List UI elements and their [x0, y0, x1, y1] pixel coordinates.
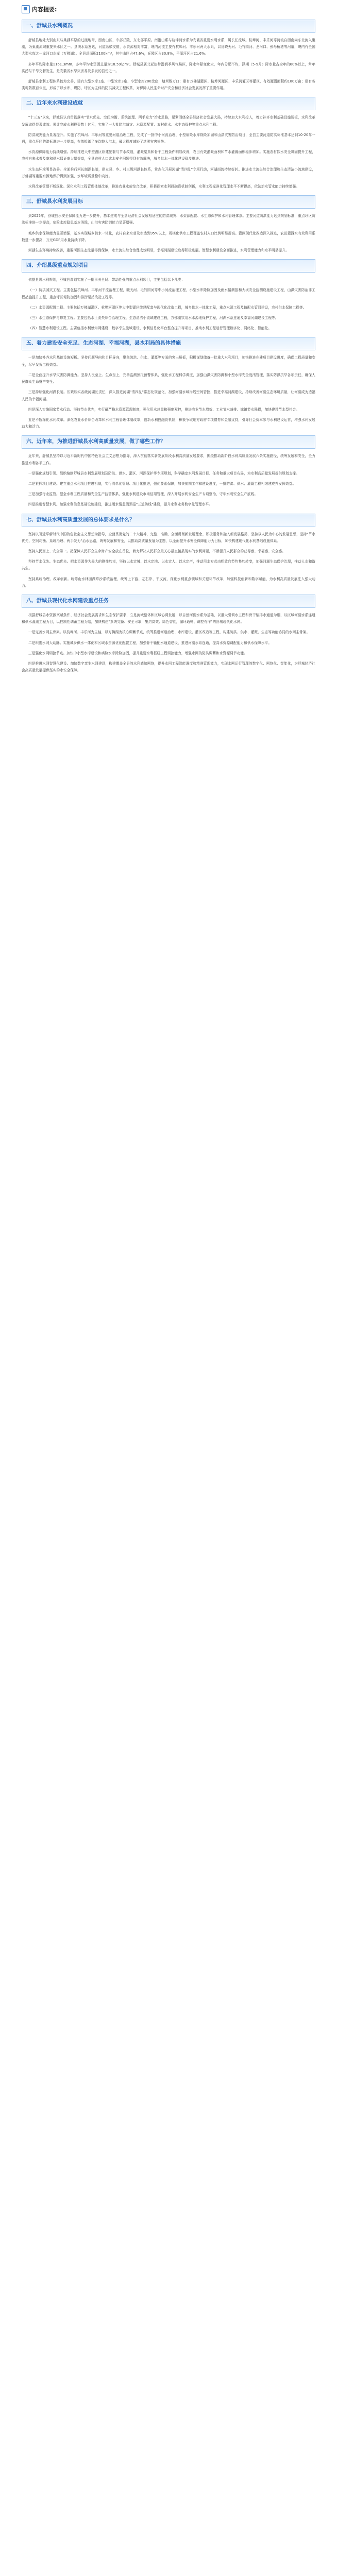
paragraph: 近年来，舒城县坚持以习近平新时代中国特色社会主义思想为指导，深入贯彻落实新发展阶段水利高质量发展要求，围绕推动新阶段水利高质量发展六条实施路径，统筹发展和安全，全力推进水利各项工作。: [22, 454, 315, 465]
section-heading-text: 八、舒城县现代化水网建设重点任务: [26, 598, 109, 604]
paragraph: 舒城县地处大别山东与巢湖平原的过渡地带，西南山区，中部丘陵，东北部平原。南港山系与杭埠河水系为安徽省重要水利水系，属长江流域。杭埠河、丰乐河等河流自西南向东北流入巢湖，为巢湖流域重要来水区之一。县境水系发达，河道纵横交错，水资源相对丰富，境内河流主要有杭埠河、丰乐河两大水系，以及晓天河、毛竹园河、龙河口、张母桥港等河道，境内有全国大型水库之一龙河口水库（万佛湖）。全县总面积2100km²，其中山区占47.6%，丘陵区占30.8%，平原圩区占21.6%。: [22, 38, 315, 56]
paragraph: 二是全面提升水旱灾害防御能力。坚持人民至上、生命至上，完善监测预报预警体系，强化水工程科学调度，加强山洪灾害防御和小型水库安全度汛管理，落实防汛抗旱各项责任，确保人民群众生命财产安全。: [22, 372, 315, 384]
section: [22, 97, 315, 190]
paragraph: 多年平均降水量1161.3mm，多年平均水资源总量为18.59亿m³。舒城县属北亚热带湿润季风气候区，降水年际变化大，年内分配不均，汛期（5-9月）降水量占全年的60%以上，常年洪涝与干旱交替发生，是安徽省水旱灾害易发多发的县份之一。: [22, 62, 315, 73]
section: [22, 259, 315, 332]
paragraph: 坚持节水优先、生态优先。把水资源作为最大的刚性约束，坚持以水定城、以水定地、以水定人、以水定产，推动用水方式由粗放向节约集约转变，加强河湖生态保护治理，推动人水和谐共生。: [22, 560, 315, 571]
paragraph: 水利改革管理不断深化。深化水利工程管理体制改革，推进农业水价综合改革，积极探索水利投融资机制创新，水利工程标准化管理水平不断提高，依法治水管水能力持续增强。: [28, 184, 300, 189]
paragraph: 一是强化规划引领。组织编制舒城县水利发展规划及防洪、供水、灌区、河湖保护等专项规划，科学确定水利发展目标、任务和重大项目布局，为水利高质量发展提供规划支撑。: [28, 471, 300, 476]
paragraph: 河湖生态环境持续改善，重要河湖生态流量得到保障，水土流失综合治理成效明显，幸福河湖建设取得积极进展。智慧水利建设全面推进，水利管理能力和水平明显提升。: [28, 248, 289, 253]
paragraph: 坚持以习近平新时代中国特色社会主义思想为指导，全面贯彻党的二十大精神，完整、准确、全面贯彻新发展理念，积极服务和融入新发展格局，坚持以人民为中心的发展思想，坚持"节水优先、空间均衡、系统治理、两手发力"治水思路，统筹发展和安全，以推动高质量发展为主题，以全面提升水安全保障能力为目标，加快构建现代化水利基础设施体系。: [22, 532, 315, 543]
section-heading-text: 六、近年来，为推进舒城县水利高质量发展，做了哪些工作？: [26, 439, 165, 445]
section-heading: [22, 435, 315, 449]
section-heading: [22, 595, 315, 608]
paragraph: 二是狠抓项目建设。建立重点水利项目推进机制，实行清单化管理、项目化推进，强化要素保障，加快前期工作和建设进度，一批防洪、供水、灌溉工程相继建成并发挥效益。: [28, 481, 296, 486]
section-heading-text: 二、近年来水利建设成就: [26, 100, 83, 107]
paragraph: 到2025年，舒城县水安全保障能力进一步提升，基本建成与全县经济社会发展相适应的防洪减灾、水资源配置、水生态保护和水利管理体系。主要河道防洪能力达到规划标准，重点圩区防洪标准进一步提高，病险水库隐患基本消除，山洪灾害防御能力显著增强。: [22, 214, 315, 225]
paragraph: （四）智慧水利建设工程。主要包括水利感知网建设、数字孪生流域建设、水利信息化平台整合提升等项目，推动水利工程运行管理数字化、网络化、智能化。: [28, 326, 272, 331]
paragraph: "十三五"以来，舒城县认真贯彻落实"节水优先、空间均衡、系统治理、两手发力"治水思路，紧紧围绕全县经济社会发展大局，持续加大水利投入，着力补齐水利基础设施短板，水利改革发展取得显著成效。累计完成水利投资数十亿元，实施了一大批防洪减灾、水资源配置、农村供水、水生态保护等重点水利工程。: [22, 115, 315, 127]
paragraph: 五是不断深化水利改革。深化农业水价综合改革和水利工程管理体制改革，创新水利投融资机制，积极争取地方政府专项债券和金融支持，引导社会资本参与水利建设运营，增强水利发展动力和活力。: [22, 417, 315, 429]
paragraph: 坚持系统治理、改革创新。统筹山水林田湖草沙系统治理，统筹上下游、左右岸、干支流，深化水利重点领域和关键环节改革，加强科技创新和数字赋能，为水利高质量发展注入强大动力。: [22, 577, 315, 588]
section-heading: [22, 195, 315, 209]
section: [22, 195, 315, 254]
intro-label: 内容提要:: [32, 6, 57, 13]
paragraph: （二）水资源配置工程。主要包括万佛湖灌区、杭埠河灌区等大中型灌区续建配套与现代化改造工程，城乡供水一体化工程，重点水源工程及输配水管网建设，农村供水保障工程等。: [28, 305, 307, 310]
section-heading-text: 四、介绍县级重点规划项目: [26, 263, 88, 269]
paragraph: 四是推进水网智慧化建设。加快数字孪生水网建设，构建覆盖全县的水利感知网络，提升水网工程智能调度和精准管理能力，实现水网运行管理的数字化、网络化、智能化，为舒城经济社会高质量发展提供坚实的水安全保障。: [22, 661, 315, 673]
section-heading: [22, 337, 315, 350]
paragraph: 三是加强行业监管。健全水利工程质量和安全生产监管体系，强化水利建设市场信用管理，深入开展水利安全生产专项整治，守牢水利安全生产底线。: [28, 492, 258, 497]
paragraph: 依据县级水利规划，舒城县谋划实施了一批事关全局、带动性强的重点水利项目，主要包括以下几类：: [28, 278, 185, 282]
sections-container: [22, 20, 315, 674]
section: [22, 337, 315, 430]
paragraph: 四是深入实施国家节水行动。坚持节水优先，实行最严格水资源管理制度，强化用水总量和强度双控，推进农业节水增效、工业节水减排、城镇节水降损，加快建设节水型社会。: [28, 407, 300, 412]
paragraph: 水资源保障能力持续增强。持续推进大中型灌区续建配套与节水改造，灌溉渠系和骨干工程条件明显改善，农田有效灌溉面积和节水灌溉面积稳步增加。实施农村饮水安全巩固提升工程，农村自来水普及率和供水保证率大幅提高，全县农村人口饮水安全问题得到有效解决，城乡供水一体化建设稳步推进。: [22, 150, 315, 161]
paragraph: （三）水生态保护与修复工程。主要包括水土流失综合治理工程，生态清洁小流域建设工程，万佛湖饮用水水源地保护工程，河湖水系连通及幸福河湖建设工程等。: [28, 316, 279, 320]
section-heading-text: 一、舒城县水利概况: [26, 23, 73, 29]
section-heading-text: 三、舒城县水利发展目标: [26, 199, 83, 205]
section-heading: [22, 514, 315, 527]
section-heading: [22, 97, 315, 110]
square-bullet-icon: [22, 5, 30, 13]
paragraph: 根据舒城县水资源禀赋条件、经济社会发展需求和生态保护要求，立足流域整体和区域协调发展，以自然河湖水系为基础，以重大引调水工程和骨干输排水通道为纲，以区域河湖水系连通和供水灌溉工程为目，以控制性调蓄工程为结，加快构建"系统完备、安全可靠，集约高效、绿色智能，循环通畅、调控有序"的舒城现代化水网。: [22, 613, 315, 624]
paragraph: 四是推进智慧水利。加强水利信息基础设施建设，推进雨水情监测预报"三道防线"建设，提升水利业务数字化管理水平。: [28, 502, 213, 507]
paragraph: 二是织密水网大动脉。实施城乡供水一体化和区域水资源优化配置工程，加强骨干输配水通道建设，推进河湖水系连通，提高水资源调配能力和供水保障水平。: [28, 640, 272, 645]
paragraph: 一是加快补齐水利基础设施短板。坚持问题导向和目标导向，聚焦防洪、供水、灌溉等方面的突出短板，积极谋划储备一批重大水利项目，加快推进在建项目建设进度，确保工程质量和安全，尽早发挥工程效益。: [22, 355, 315, 367]
section-heading: [22, 259, 315, 273]
paragraph: （一）防洪减灾工程。主要包括杭埠河、丰乐河干流治理工程，晓天河、毛竹园河等中小河流治理工程，小型水库除险加固及雨水情测报和大坝安全监测设施建设工程，山洪灾害防治非工程措施提升工程，重点圩区堤防加固和排涝泵站改造工程等。: [22, 288, 315, 299]
section: [22, 20, 315, 92]
paragraph: 一是完善水网主骨架。以杭埠河、丰乐河为主轴，以万佛湖为核心调蓄节点，统筹推进河道治理、水库建设、灌区改造等工程，构建防洪、供水、灌溉、生态等功能协同的水网主骨架。: [28, 630, 310, 635]
intro-header: [22, 3, 315, 15]
section-heading-text: 五、着力建设安全充足、生态河湖、幸福河湖，县水利局的具体措施: [26, 341, 181, 347]
paragraph: 水生态环境明显改善。全面推行河长制湖长制，建立县、乡、村三级河湖长体系，常态化开展河湖"清四乱"专项行动，河湖面貌持续好转。推进水土流失综合治理和生态清洁小流域建设，万佛湖等重要水源地保护得到加强，水环境质量稳中向好。: [22, 167, 315, 178]
section: [22, 435, 315, 508]
section: [22, 595, 315, 674]
paragraph: 舒城县水利工程体系较为完善，建有大型水库1座、中型水库3座、小型水库200余座，塘坝数万口；建有万佛湖灌区、杭埠河灌区、丰乐河灌区等灌区，有效灌溉面积约100万亩；建有各类堤防数百公里，形成了以水库、堤防、圩区为主体的防洪减灾工程体系，对保障人民生命财产安全和经济社会发展发挥了重要作用。: [22, 79, 315, 91]
paragraph: 坚持人民至上、安全第一。把保障人民群众生命财产安全放在首位，着力解决人民群众最关心最直接最现实的水利问题，不断提升人民群众的获得感、幸福感、安全感。: [28, 549, 286, 553]
section-heading-text: 七、舒城县水利高质量发展的总体要求是什么？: [26, 517, 134, 523]
paragraph: 三是强化水网调控节点。加快中小型水库建设和病险水库除险加固，提升重要水利枢纽工程调控能力，增强水网的防洪调蓄和水资源调节功能。: [28, 651, 247, 655]
section-heading: [22, 20, 315, 33]
paragraph: 三是持续强化河湖长制。压紧压实各级河湖长责任，深入推进河湖"清四乱"常态化规范化，加强河湖水域岸线空间管控，推进幸福河湖建设，持续改善河湖生态环境质量，让河湖成为造福人民的幸福河湖。: [22, 390, 315, 401]
paragraph: 防洪减灾能力显著提升。实施了杭埠河、丰乐河等重要河道治理工程，完成了一批中小河流治理、小型病险水库除险加固和山洪灾害防治项目，全县主要河道防洪标准基本达到10-20年一遇，重点圩区防洪标准进一步提高，有效抵御了多次较大洪水，最大程度减轻了洪涝灾害损失。: [22, 132, 315, 144]
paragraph: 城乡供水保障能力显著增强，基本实现城乡供水一体化，农村自来水普及率达到95%以上，规模化供水工程覆盖农村人口比例明显提高。灌区现代化改造深入推进，农田灌溉水有效利用系数进一步提高，万元GDP用水量持续下降。: [22, 231, 315, 242]
section: [22, 514, 315, 589]
